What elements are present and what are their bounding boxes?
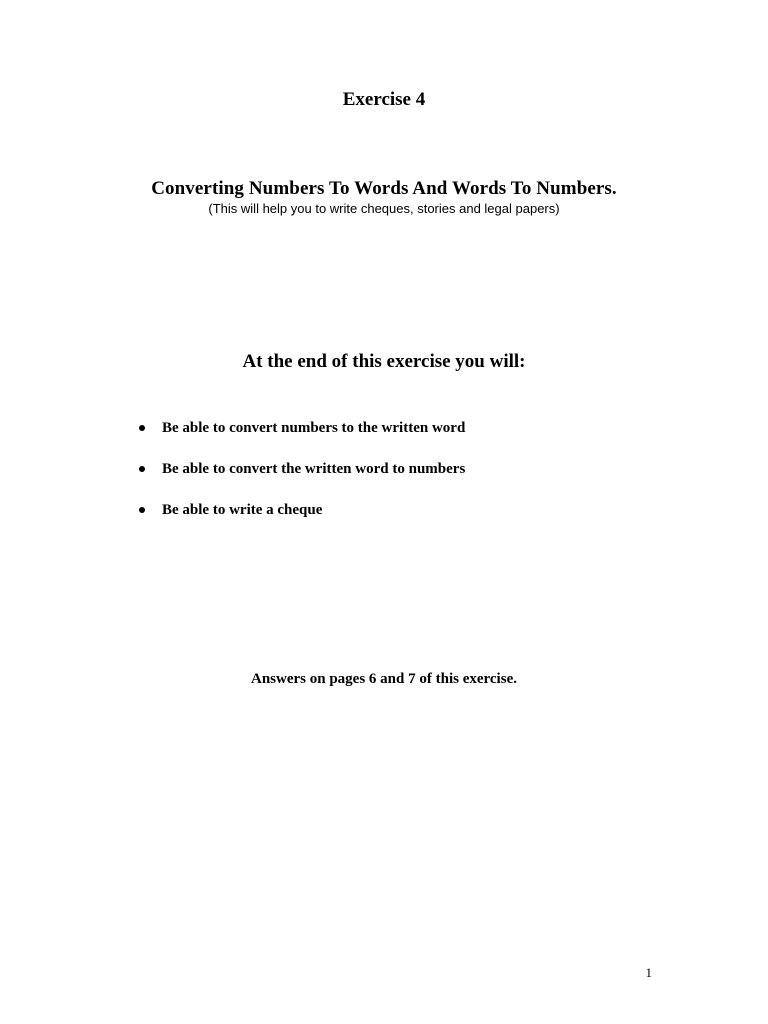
answers-note: Answers on pages 6 and 7 of this exercise. xyxy=(251,671,517,687)
objective-text: Be able to convert numbers to the written word xyxy=(162,420,466,436)
subtitle: (This will help you to write cheques, stories and legal papers) xyxy=(208,201,560,216)
objectives-heading: At the end of this exercise you will: xyxy=(242,351,526,372)
objectives-list xyxy=(134,418,465,541)
list-item xyxy=(134,418,465,459)
page-number: 1 xyxy=(645,965,652,980)
exercise-title: Exercise 4 xyxy=(342,89,426,110)
list-item xyxy=(134,500,465,541)
bullet-icon xyxy=(139,466,145,472)
objective-text: Be able to write a cheque xyxy=(162,502,323,518)
list-item xyxy=(134,459,465,500)
bullet-icon xyxy=(139,507,145,513)
objective-text: Be able to convert the written word to numbers xyxy=(162,461,466,477)
main-title: Converting Numbers To Words And Words To Numbers. xyxy=(151,178,617,199)
bullet-icon xyxy=(139,425,145,431)
